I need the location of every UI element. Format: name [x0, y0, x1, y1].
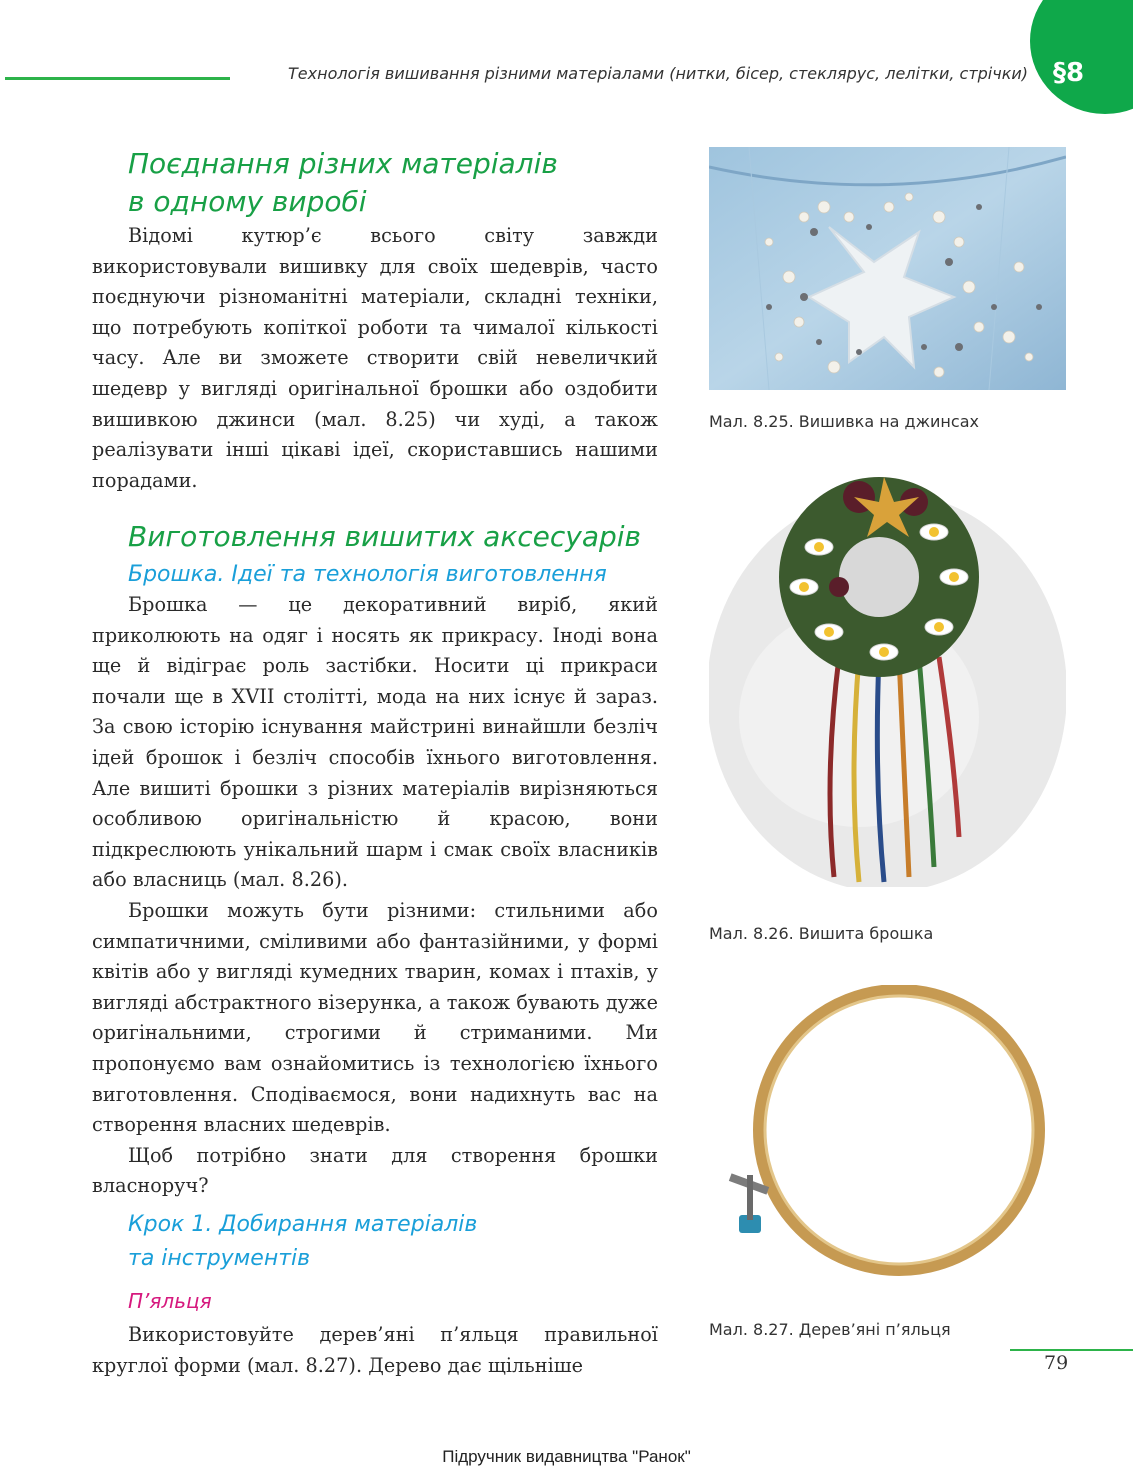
- step-heading-line1: Крок 1. Добирання матеріалів: [128, 1212, 478, 1237]
- combo-section: [92, 145, 658, 496]
- section-badge: [1030, 0, 1133, 114]
- brooch-subheading: Брошка. Ідеї та технологія виготовлення: [128, 562, 607, 587]
- header-rule: [5, 77, 230, 80]
- footer-rule: [1010, 1349, 1133, 1351]
- section-badge-label: §8: [1053, 58, 1085, 88]
- beaded-brooch-photo: [709, 457, 1066, 887]
- figure-caption-8-25: Мал. 8.25. Вишивка на джинсах: [709, 412, 979, 431]
- publisher-line: Підручник видавництва "Ранок": [442, 1447, 691, 1466]
- combo-heading-line1: Поєднання різних матеріалів: [128, 147, 558, 180]
- brooch-paragraph-3: Щоб потрібно знати для створення брошки власноруч?: [92, 1143, 658, 1198]
- combo-heading-line2: в одному виробі: [128, 185, 367, 218]
- page-number: 79: [1044, 1352, 1069, 1374]
- figure-caption-8-27: Мал. 8.27. Дерев’яні п’яльця: [709, 1320, 951, 1339]
- accessories-section: [92, 518, 658, 1202]
- hoops-heading: П’яльця: [128, 1289, 212, 1313]
- embroidered-jeans-photo: [709, 147, 1066, 390]
- hoops-paragraph: Використовуйте дерев’яні п’яльця правильної круглої форми (мал. 8.27). Дерево дає щільніше: [92, 1323, 658, 1377]
- brooch-paragraph-1: Брошка — це декоративний виріб, який приколюють на одяг і носять як прикрасу. Іноді вона ще й відіграє роль застібки. Носити ці прикраси почали ще в XVII столітті, мода на них існує й зараз. За свою історію існування майстрині винайшли безліч ідей брошок і безліч способів їхнього виготовлення. Але вишиті брошки з різних матеріалів вирізняються особливою оригінальністю й красою, вони підкреслюють унікальний шарм і смак своїх власників або власниць (мал. 8.26).: [92, 593, 658, 892]
- step-heading-line2: та інструментів: [128, 1246, 311, 1271]
- step-section: [92, 1210, 658, 1381]
- wooden-hoop-photo: [709, 985, 1066, 1290]
- accessories-heading: Виготовлення вишитих аксесуарів: [128, 520, 642, 553]
- figure-caption-8-26: Мал. 8.26. Вишита брошка: [709, 924, 934, 943]
- brooch-paragraph-2: Брошки можуть бути різними: стильними або симпатичними, сміливими або фантазійними, у формі квітів або у вигляді кумедних тварин, комах і птахів, у вигляді абстрактного візерунка, а також бувають дуже оригінальними, строгими й стриманими. Ми пропонуємо вам ознайомитись із технологією їхнього виготовлення. Сподіваємося, вони надихнуть вас на створення власних шедеврів.: [92, 898, 659, 1137]
- combo-paragraph: Відомі кутюр’є всього світу завжди використовували вишивку для своїх шедеврів, часто поєднуючи різноманітні матеріали, складні техніки, що потребують копіткої роботи та чималої кількості часу. Але ви зможете створити свій невеличкий шедевр у вигляді оригінальної брошки або оздобити вишивкою джинси (мал. 8.25) чи худі, а також реалізувати інші цікаві ідеї, скориставшись нашими порадами.: [92, 224, 658, 492]
- chapter-title: Технологія вишивання різними матеріалами (нитки, бісер, стеклярус, лелітки, стрічки): [288, 64, 1028, 83]
